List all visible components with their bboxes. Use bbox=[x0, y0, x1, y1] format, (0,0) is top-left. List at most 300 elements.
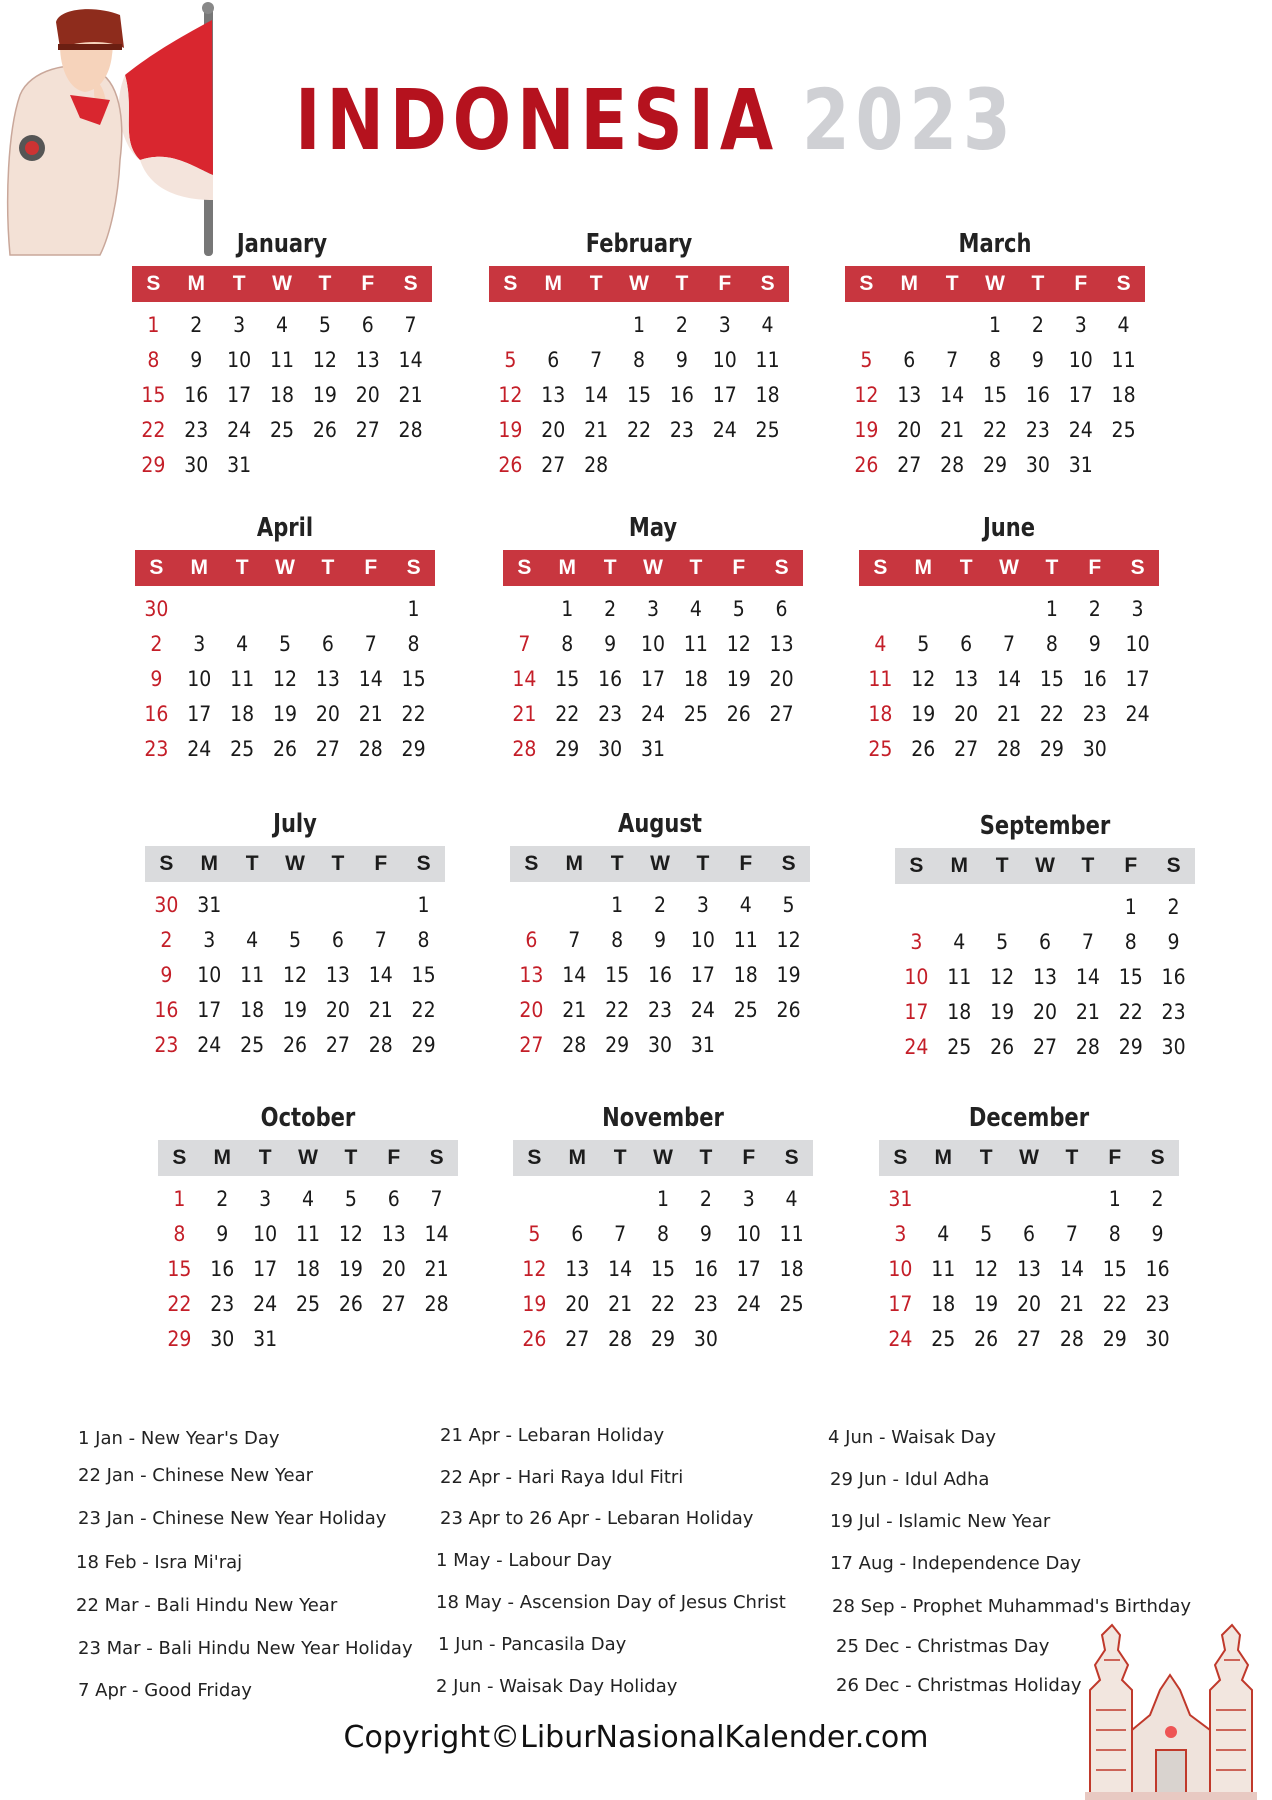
day-cell: 23 bbox=[1161, 1000, 1186, 1024]
day-cell: 18 bbox=[947, 1000, 972, 1024]
weekday-label: T bbox=[1031, 272, 1045, 295]
day-cell: 20 bbox=[565, 1292, 590, 1316]
day-cell: 8 bbox=[147, 348, 160, 372]
weekday-label: T bbox=[696, 852, 710, 875]
day-cell: 15 bbox=[605, 963, 630, 987]
weekday-label: S bbox=[1166, 854, 1181, 877]
day-cell: 20 bbox=[381, 1257, 406, 1281]
weekday-label: W bbox=[1035, 854, 1055, 877]
day-cell: 16 bbox=[144, 702, 169, 726]
day-cell: 22 bbox=[605, 998, 630, 1022]
day-cell: 12 bbox=[776, 928, 801, 952]
day-cell: 20 bbox=[769, 667, 794, 691]
day-cell: 15 bbox=[141, 383, 166, 407]
day-cell: 6 bbox=[571, 1222, 584, 1246]
day-cell: 2 bbox=[216, 1187, 229, 1211]
day-cell: 1 bbox=[561, 597, 574, 621]
day-cell: 15 bbox=[411, 963, 436, 987]
day-cell: 9 bbox=[1151, 1222, 1164, 1246]
weekday-label: F bbox=[1088, 556, 1102, 579]
month-name: April bbox=[256, 513, 314, 543]
day-cell: 24 bbox=[640, 702, 666, 726]
day-cell: 24 bbox=[888, 1327, 913, 1351]
weekday-label: M bbox=[900, 272, 919, 295]
weekday-label: M bbox=[213, 1146, 232, 1169]
day-cell: 23 bbox=[154, 1033, 179, 1057]
day-cell: 9 bbox=[1167, 930, 1180, 954]
day-cell: 11 bbox=[733, 928, 758, 952]
day-cell: 26 bbox=[312, 418, 337, 442]
day-cell: 25 bbox=[683, 702, 708, 726]
day-cell: 29 bbox=[1102, 1327, 1127, 1351]
day-cell: 25 bbox=[230, 737, 255, 761]
day-cell: 1 bbox=[417, 893, 430, 917]
day-cell: 15 bbox=[626, 383, 652, 407]
day-cell: 8 bbox=[1045, 632, 1058, 656]
weekday-label: S bbox=[172, 1146, 187, 1169]
weekday-label: F bbox=[1124, 854, 1138, 877]
month-name: January bbox=[236, 229, 328, 259]
day-cell: 28 bbox=[608, 1327, 633, 1351]
day-cell: 21 bbox=[562, 998, 587, 1022]
weekday-label: S bbox=[1130, 556, 1145, 579]
weekday-label: T bbox=[331, 852, 345, 875]
holiday-item: 22 Jan - Chinese New Year bbox=[78, 1465, 314, 1486]
day-cell: 28 bbox=[940, 453, 965, 477]
day-cell: 6 bbox=[960, 632, 973, 656]
month-name: December bbox=[968, 1103, 1090, 1133]
day-cell: 14 bbox=[512, 667, 537, 691]
day-cell: 16 bbox=[184, 383, 209, 407]
day-cell: 22 bbox=[167, 1292, 192, 1316]
day-cell: 3 bbox=[233, 313, 246, 337]
day-cell: 12 bbox=[498, 383, 523, 407]
day-cell: 25 bbox=[1111, 418, 1136, 442]
day-cell: 5 bbox=[344, 1187, 357, 1211]
day-cell: 24 bbox=[904, 1035, 929, 1059]
day-cell: 29 bbox=[1039, 737, 1064, 761]
weekday-label: S bbox=[1116, 272, 1131, 295]
day-cell: 3 bbox=[1131, 597, 1144, 621]
weekday-label: S bbox=[774, 556, 789, 579]
holiday-item: 25 Dec - Christmas Day bbox=[836, 1636, 1050, 1657]
day-cell: 22 bbox=[1102, 1292, 1127, 1316]
day-cell: 1 bbox=[1045, 597, 1058, 621]
day-cell: 26 bbox=[272, 737, 298, 761]
day-cell: 9 bbox=[1031, 348, 1044, 372]
day-cell: 4 bbox=[246, 928, 259, 952]
day-cell: 30 bbox=[647, 1033, 673, 1057]
day-cell: 30 bbox=[598, 737, 623, 761]
day-cell: 10 bbox=[1125, 632, 1150, 656]
day-cell: 25 bbox=[947, 1035, 972, 1059]
weekday-label: S bbox=[760, 272, 775, 295]
day-cell: 30 bbox=[693, 1327, 718, 1351]
day-cell: 5 bbox=[288, 928, 301, 952]
day-cell: 14 bbox=[584, 383, 609, 407]
day-cell: 14 bbox=[358, 667, 383, 691]
day-cell: 31 bbox=[888, 1187, 913, 1211]
weekday-label: W bbox=[650, 852, 670, 875]
weekday-label: S bbox=[873, 556, 888, 579]
day-cell: 9 bbox=[1088, 632, 1101, 656]
weekday-label: S bbox=[524, 852, 539, 875]
day-cell: 3 bbox=[742, 1187, 755, 1211]
day-cell: 18 bbox=[1111, 383, 1136, 407]
day-cell: 27 bbox=[1016, 1327, 1042, 1351]
weekday-label: M bbox=[558, 556, 577, 579]
day-cell: 18 bbox=[295, 1257, 321, 1281]
weekday-label: W bbox=[643, 556, 663, 579]
day-cell: 2 bbox=[1088, 597, 1101, 621]
day-cell: 3 bbox=[894, 1222, 907, 1246]
day-cell: 29 bbox=[982, 453, 1008, 477]
day-cell: 15 bbox=[982, 383, 1008, 407]
day-cell: 8 bbox=[1108, 1222, 1121, 1246]
day-cell: 12 bbox=[312, 348, 337, 372]
day-cell: 7 bbox=[1002, 632, 1015, 656]
day-cell: 8 bbox=[561, 632, 574, 656]
day-cell: 29 bbox=[1118, 1035, 1143, 1059]
day-cell: 24 bbox=[1125, 702, 1150, 726]
month-name: November bbox=[602, 1103, 724, 1133]
day-cell: 3 bbox=[203, 928, 216, 952]
day-cell: 10 bbox=[690, 928, 715, 952]
weekday-label: F bbox=[361, 272, 375, 295]
weekday-label: M bbox=[568, 1146, 587, 1169]
day-cell: 24 bbox=[253, 1292, 278, 1316]
weekday-label: W bbox=[285, 852, 305, 875]
day-cell: 15 bbox=[1039, 667, 1064, 691]
day-cell: 2 bbox=[160, 928, 173, 952]
day-cell: 9 bbox=[675, 348, 688, 372]
day-cell: 2 bbox=[150, 632, 163, 656]
day-cell: 11 bbox=[230, 667, 255, 691]
day-cell: 15 bbox=[1102, 1257, 1127, 1281]
day-cell: 23 bbox=[693, 1292, 718, 1316]
day-cell: 23 bbox=[210, 1292, 235, 1316]
day-cell: 13 bbox=[897, 383, 922, 407]
day-cell: 28 bbox=[1075, 1035, 1100, 1059]
day-cell: 27 bbox=[541, 453, 566, 477]
day-cell: 20 bbox=[954, 702, 979, 726]
day-cell: 12 bbox=[338, 1222, 363, 1246]
day-cell: 21 bbox=[368, 998, 393, 1022]
day-cell: 14 bbox=[1075, 965, 1100, 989]
holiday-item: 21 Apr - Lebaran Holiday bbox=[440, 1425, 665, 1446]
day-cell: 11 bbox=[931, 1257, 956, 1281]
weekday-label: M bbox=[914, 556, 933, 579]
day-cell: 27 bbox=[381, 1292, 406, 1316]
day-cell: 9 bbox=[216, 1222, 229, 1246]
weekday-label: W bbox=[629, 272, 649, 295]
weekday-label: T bbox=[610, 852, 624, 875]
weekday-label: S bbox=[429, 1146, 444, 1169]
day-cell: 5 bbox=[528, 1222, 541, 1246]
day-cell: 6 bbox=[775, 597, 788, 621]
day-cell: 25 bbox=[733, 998, 758, 1022]
day-cell: 6 bbox=[321, 632, 334, 656]
day-cell: 15 bbox=[555, 667, 580, 691]
day-cell: 29 bbox=[605, 1033, 630, 1057]
day-cell: 13 bbox=[381, 1222, 406, 1246]
day-cell: 22 bbox=[650, 1292, 676, 1316]
weekday-label: S bbox=[149, 556, 164, 579]
day-cell: 23 bbox=[144, 737, 169, 761]
day-cell: 27 bbox=[325, 1033, 350, 1057]
day-cell: 26 bbox=[911, 737, 936, 761]
weekday-label: S bbox=[517, 556, 532, 579]
day-cell: 2 bbox=[1031, 313, 1044, 337]
holiday-item: 23 Apr to 26 Apr - Lebaran Holiday bbox=[440, 1508, 754, 1529]
day-cell: 9 bbox=[190, 348, 203, 372]
day-cell: 21 bbox=[398, 383, 423, 407]
holiday-item: 18 May - Ascension Day of Jesus Christ bbox=[436, 1592, 786, 1613]
day-cell: 28 bbox=[368, 1033, 393, 1057]
day-cell: 6 bbox=[331, 928, 344, 952]
day-cell: 14 bbox=[1059, 1257, 1084, 1281]
day-cell: 8 bbox=[417, 928, 430, 952]
day-cell: 5 bbox=[318, 313, 331, 337]
day-cell: 29 bbox=[401, 737, 426, 761]
holiday-item: 19 Jul - Islamic New Year bbox=[830, 1511, 1051, 1532]
weekday-label: W bbox=[275, 556, 295, 579]
day-cell: 17 bbox=[187, 702, 212, 726]
day-cell: 17 bbox=[1125, 667, 1150, 691]
month-name: February bbox=[585, 229, 693, 259]
holiday-item: 22 Apr - Hari Raya Idul Fitri bbox=[440, 1467, 684, 1488]
weekday-label: S bbox=[503, 272, 518, 295]
month-name: May bbox=[628, 513, 678, 543]
day-cell: 16 bbox=[669, 383, 694, 407]
weekday-label: M bbox=[200, 852, 219, 875]
day-cell: 28 bbox=[424, 1292, 449, 1316]
day-cell: 22 bbox=[1039, 702, 1064, 726]
day-cell: 6 bbox=[361, 313, 374, 337]
bali-temple-gate-illustration bbox=[1060, 1620, 1272, 1800]
day-cell: 30 bbox=[1161, 1035, 1186, 1059]
day-cell: 4 bbox=[275, 313, 288, 337]
holiday-item: 28 Sep - Prophet Muhammad's Birthday bbox=[832, 1596, 1192, 1617]
weekday-label: T bbox=[245, 852, 259, 875]
day-cell: 15 bbox=[650, 1257, 676, 1281]
day-cell: 30 bbox=[184, 453, 209, 477]
weekday-label: F bbox=[732, 556, 746, 579]
day-cell: 8 bbox=[632, 348, 645, 372]
day-cell: 17 bbox=[736, 1257, 761, 1281]
day-cell: 2 bbox=[1151, 1187, 1164, 1211]
day-cell: 16 bbox=[1161, 965, 1186, 989]
day-cell: 9 bbox=[160, 963, 173, 987]
day-cell: 8 bbox=[988, 348, 1001, 372]
day-cell: 2 bbox=[1167, 895, 1180, 919]
day-cell: 8 bbox=[1124, 930, 1137, 954]
day-cell: 21 bbox=[1075, 1000, 1100, 1024]
day-cell: 15 bbox=[401, 667, 426, 691]
day-cell: 5 bbox=[996, 930, 1009, 954]
day-cell: 17 bbox=[1068, 383, 1093, 407]
day-cell: 12 bbox=[974, 1257, 999, 1281]
weekday-label: T bbox=[945, 272, 959, 295]
day-cell: 22 bbox=[1118, 1000, 1143, 1024]
weekday-label: T bbox=[258, 1146, 272, 1169]
day-cell: 14 bbox=[562, 963, 587, 987]
day-cell: 16 bbox=[1145, 1257, 1170, 1281]
day-cell: 19 bbox=[498, 418, 523, 442]
day-cell: 26 bbox=[776, 998, 801, 1022]
day-cell: 16 bbox=[1025, 383, 1050, 407]
day-cell: 22 bbox=[555, 702, 580, 726]
weekday-label: S bbox=[1150, 1146, 1165, 1169]
day-cell: 7 bbox=[1081, 930, 1094, 954]
day-cell: 17 bbox=[253, 1257, 278, 1281]
day-cell: 9 bbox=[653, 928, 666, 952]
day-cell: 21 bbox=[424, 1257, 449, 1281]
day-cell: 20 bbox=[897, 418, 922, 442]
day-cell: 3 bbox=[696, 893, 709, 917]
day-cell: 5 bbox=[917, 632, 930, 656]
day-cell: 12 bbox=[522, 1257, 547, 1281]
day-cell: 25 bbox=[755, 418, 780, 442]
day-cell: 11 bbox=[868, 667, 893, 691]
day-cell: 4 bbox=[874, 632, 887, 656]
month-name: June bbox=[982, 513, 1036, 543]
day-cell: 25 bbox=[868, 737, 893, 761]
day-cell: 23 bbox=[1025, 418, 1050, 442]
day-cell: 13 bbox=[325, 963, 350, 987]
weekday-label: F bbox=[1074, 272, 1088, 295]
day-cell: 4 bbox=[953, 930, 966, 954]
day-cell: 14 bbox=[608, 1257, 633, 1281]
weekday-label: T bbox=[699, 1146, 713, 1169]
holiday-item: 7 Apr - Good Friday bbox=[78, 1680, 252, 1701]
holiday-item: 1 May - Labour Day bbox=[436, 1550, 612, 1571]
day-cell: 28 bbox=[358, 737, 383, 761]
day-cell: 20 bbox=[355, 383, 380, 407]
holiday-item: 4 Jun - Waisak Day bbox=[828, 1427, 997, 1448]
weekday-label: T bbox=[344, 1146, 358, 1169]
weekday-label: S bbox=[781, 852, 796, 875]
month-name: March bbox=[958, 229, 1032, 259]
day-cell: 14 bbox=[398, 348, 423, 372]
day-cell: 10 bbox=[712, 348, 737, 372]
day-cell: 21 bbox=[1059, 1292, 1084, 1316]
day-cell: 6 bbox=[547, 348, 560, 372]
day-cell: 30 bbox=[1145, 1327, 1170, 1351]
day-cell: 10 bbox=[640, 632, 666, 656]
day-cell: 8 bbox=[173, 1222, 186, 1246]
month-name: July bbox=[273, 809, 317, 839]
day-cell: 2 bbox=[604, 597, 617, 621]
holiday-item: 17 Aug - Independence Day bbox=[830, 1553, 1081, 1574]
holiday-item: 2 Jun - Waisak Day Holiday bbox=[436, 1676, 678, 1697]
day-cell: 24 bbox=[1068, 418, 1093, 442]
day-cell: 30 bbox=[144, 597, 169, 621]
day-cell: 12 bbox=[726, 632, 751, 656]
day-cell: 4 bbox=[236, 632, 249, 656]
day-cell: 5 bbox=[980, 1222, 993, 1246]
day-cell: 18 bbox=[755, 383, 780, 407]
day-cell: 31 bbox=[197, 893, 222, 917]
day-cell: 25 bbox=[269, 418, 295, 442]
day-cell: 22 bbox=[411, 998, 436, 1022]
weekday-label: T bbox=[589, 272, 603, 295]
day-cell: 3 bbox=[646, 597, 659, 621]
day-cell: 26 bbox=[522, 1327, 547, 1351]
day-cell: 25 bbox=[240, 1033, 265, 1057]
weekday-label: S bbox=[859, 272, 874, 295]
day-cell: 8 bbox=[656, 1222, 669, 1246]
day-cell: 6 bbox=[525, 928, 538, 952]
day-cell: 29 bbox=[411, 1033, 436, 1057]
day-cell: 27 bbox=[565, 1327, 590, 1351]
holiday-item: 22 Mar - Bali Hindu New Year bbox=[76, 1595, 338, 1616]
day-cell: 8 bbox=[611, 928, 624, 952]
day-cell: 28 bbox=[1059, 1327, 1084, 1351]
day-cell: 15 bbox=[1118, 965, 1143, 989]
day-cell: 13 bbox=[769, 632, 794, 656]
weekday-label: T bbox=[995, 854, 1009, 877]
day-cell: 13 bbox=[355, 348, 380, 372]
day-cell: 21 bbox=[940, 418, 965, 442]
day-cell: 27 bbox=[1032, 1035, 1058, 1059]
day-cell: 18 bbox=[733, 963, 758, 987]
day-cell: 3 bbox=[193, 632, 206, 656]
weekday-label: F bbox=[718, 272, 732, 295]
day-cell: 21 bbox=[996, 702, 1022, 726]
day-cell: 25 bbox=[295, 1292, 321, 1316]
day-cell: 17 bbox=[227, 383, 252, 407]
day-cell: 1 bbox=[988, 313, 1001, 337]
day-cell: 12 bbox=[990, 965, 1015, 989]
day-cell: 30 bbox=[210, 1327, 235, 1351]
day-cell: 30 bbox=[1025, 453, 1050, 477]
day-cell: 28 bbox=[562, 1033, 587, 1057]
day-cell: 11 bbox=[269, 348, 295, 372]
day-cell: 25 bbox=[931, 1327, 956, 1351]
day-cell: 10 bbox=[253, 1222, 278, 1246]
day-cell: 20 bbox=[315, 702, 340, 726]
day-cell: 10 bbox=[736, 1222, 761, 1246]
day-cell: 16 bbox=[693, 1257, 718, 1281]
day-cell: 11 bbox=[295, 1222, 321, 1246]
day-cell: 21 bbox=[358, 702, 383, 726]
day-cell: 7 bbox=[364, 632, 377, 656]
day-cell: 17 bbox=[690, 963, 715, 987]
day-cell: 26 bbox=[498, 453, 523, 477]
day-cell: 24 bbox=[690, 998, 715, 1022]
weekday-label: W bbox=[999, 556, 1019, 579]
day-cell: 6 bbox=[1022, 1222, 1035, 1246]
weekday-label: M bbox=[544, 272, 563, 295]
day-cell: 1 bbox=[407, 597, 420, 621]
day-cell: 2 bbox=[675, 313, 688, 337]
day-cell: 23 bbox=[1145, 1292, 1170, 1316]
weekday-label: T bbox=[1045, 556, 1059, 579]
day-cell: 14 bbox=[424, 1222, 449, 1246]
day-cell: 11 bbox=[779, 1222, 804, 1246]
day-cell: 1 bbox=[1124, 895, 1137, 919]
day-cell: 10 bbox=[888, 1257, 913, 1281]
day-cell: 27 bbox=[954, 737, 979, 761]
weekday-label: T bbox=[979, 1146, 993, 1169]
day-cell: 22 bbox=[982, 418, 1008, 442]
holiday-item: 29 Jun - Idul Adha bbox=[830, 1469, 990, 1490]
day-cell: 31 bbox=[640, 737, 666, 761]
day-cell: 2 bbox=[699, 1187, 712, 1211]
weekday-label: F bbox=[374, 852, 388, 875]
day-cell: 21 bbox=[584, 418, 609, 442]
